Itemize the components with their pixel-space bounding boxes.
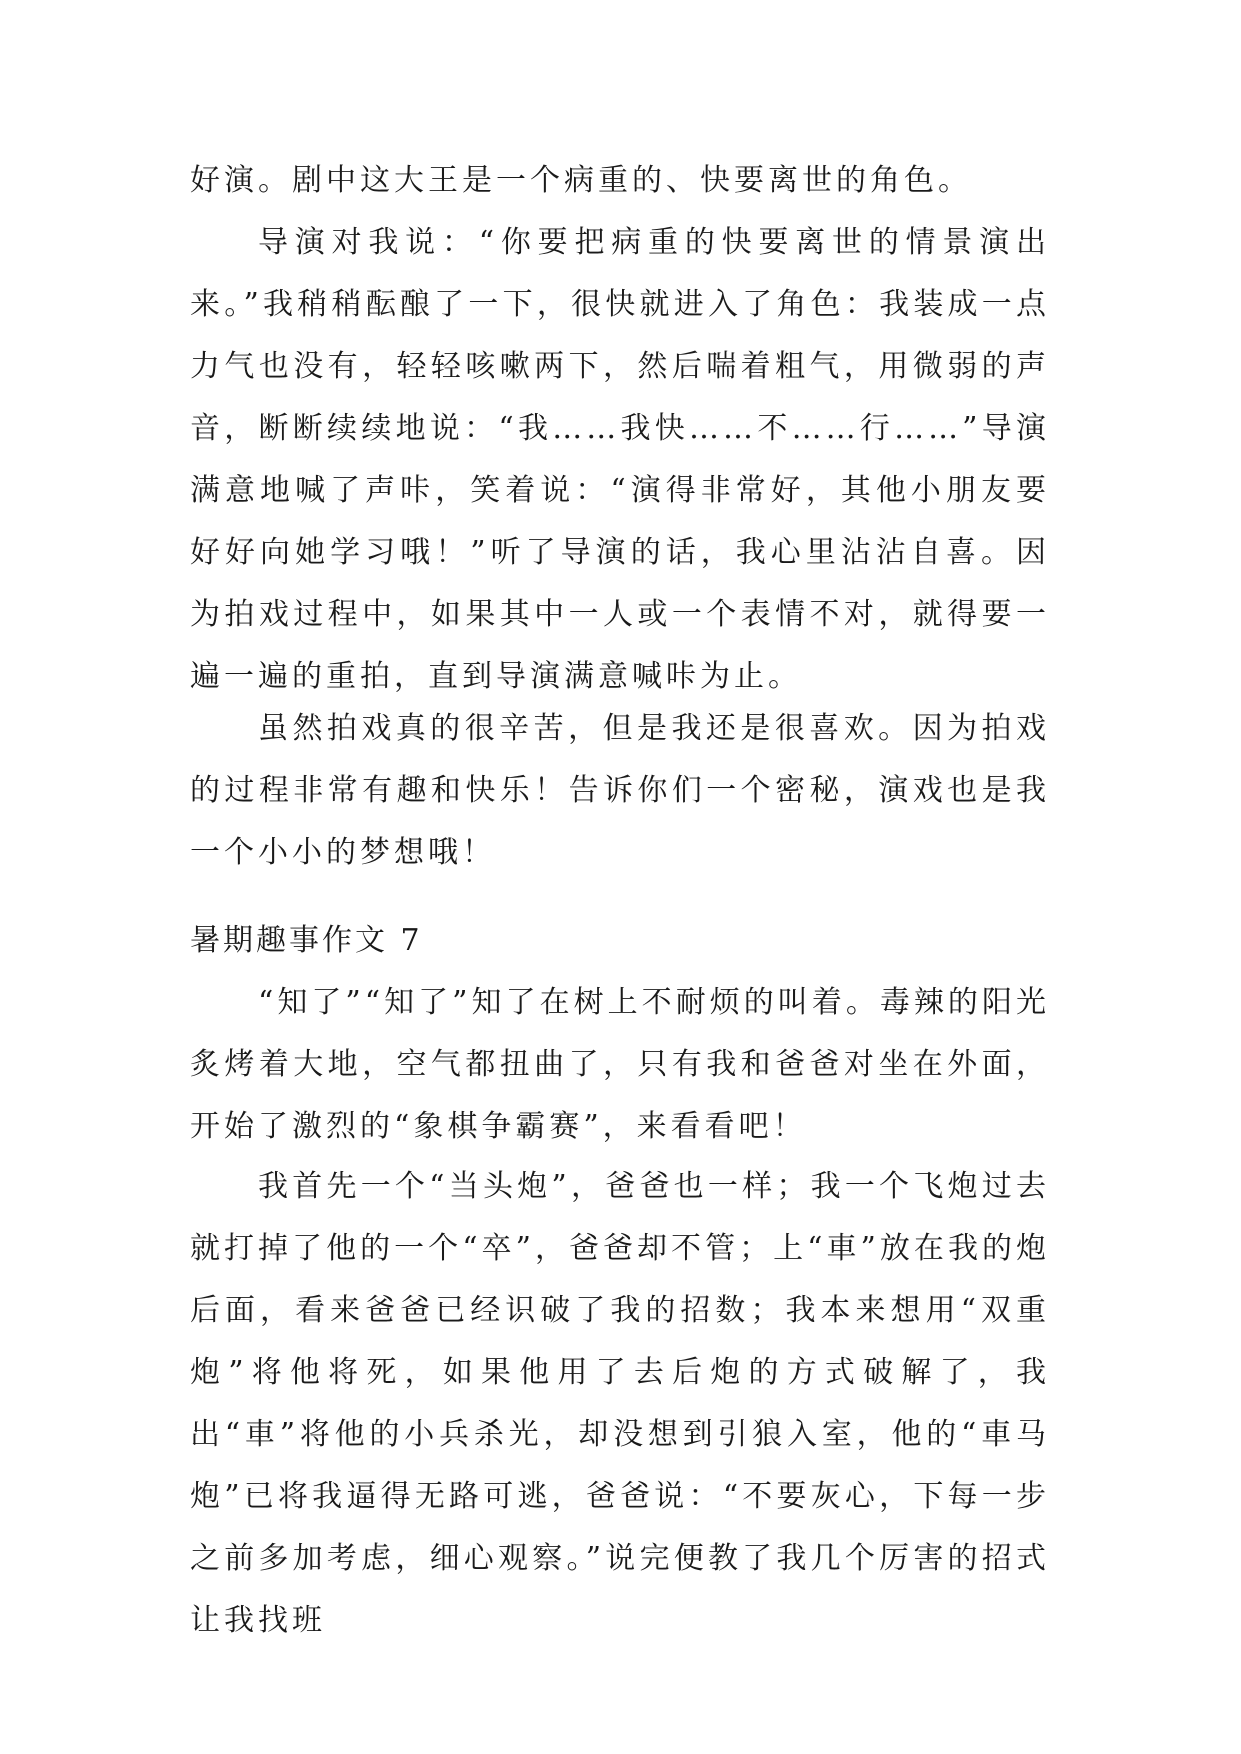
paragraph-4: “知了”“知了”知了在树上不耐烦的叫着。毒辣的阳光炙烤着大地，空气都扭曲了，只有我和爸爸对坐在外面，开始了激烈的“象棋争霸赛”，来看看吧！: [190, 985, 1050, 1144]
paragraph-2: 导演对我说：“你要把病重的快要离世的情景演出来。”我稍稍酝酿了一下，很快就进入了角色：我装成一点力气也没有，轻轻咳嗽两下，然后喘着粗气，用微弱的声音，断断续续地说：“我……我快……不……行……”导演满意地喊了声咔，笑着说：“演得非常好，其他小朋友要好好向她学习哦！”听了导演的话，我心里沾沾自喜。因为拍戏过程中，如果其中一人或一个表情不对，就得要一遍一遍的重拍，直到导演满意喊咔为止。: [190, 225, 1050, 694]
section-title: 暑期趣事作文 7: [190, 923, 423, 958]
paragraph-5: 我首先一个“当头炮”，爸爸也一样；我一个飞炮过去就打掉了他的一个“卒”，爸爸却不管；上“車”放在我的炮后面，看来爸爸已经识破了我的招数；我本来想用“双重炮”将他将死，如果他用了去后炮的方式破解了，我出“車”将他的小兵杀光，却没想到引狼入室，他的“車马炮”已将我逼得无路可逃，爸爸说：“不要灰心，下每一步之前多加考虑，细心观察。”说完便教了我几个厉害的招式让我找班: [190, 1169, 1050, 1638]
paragraph-1: 好演。剧中这大王是一个病重的、快要离世的角色。: [190, 163, 972, 198]
paragraph-3: 虽然拍戏真的很辛苦，但是我还是很喜欢。因为拍戏的过程非常有趣和快乐！告诉你们一个密秘，演戏也是我一个小小的梦想哦！: [190, 711, 1050, 870]
